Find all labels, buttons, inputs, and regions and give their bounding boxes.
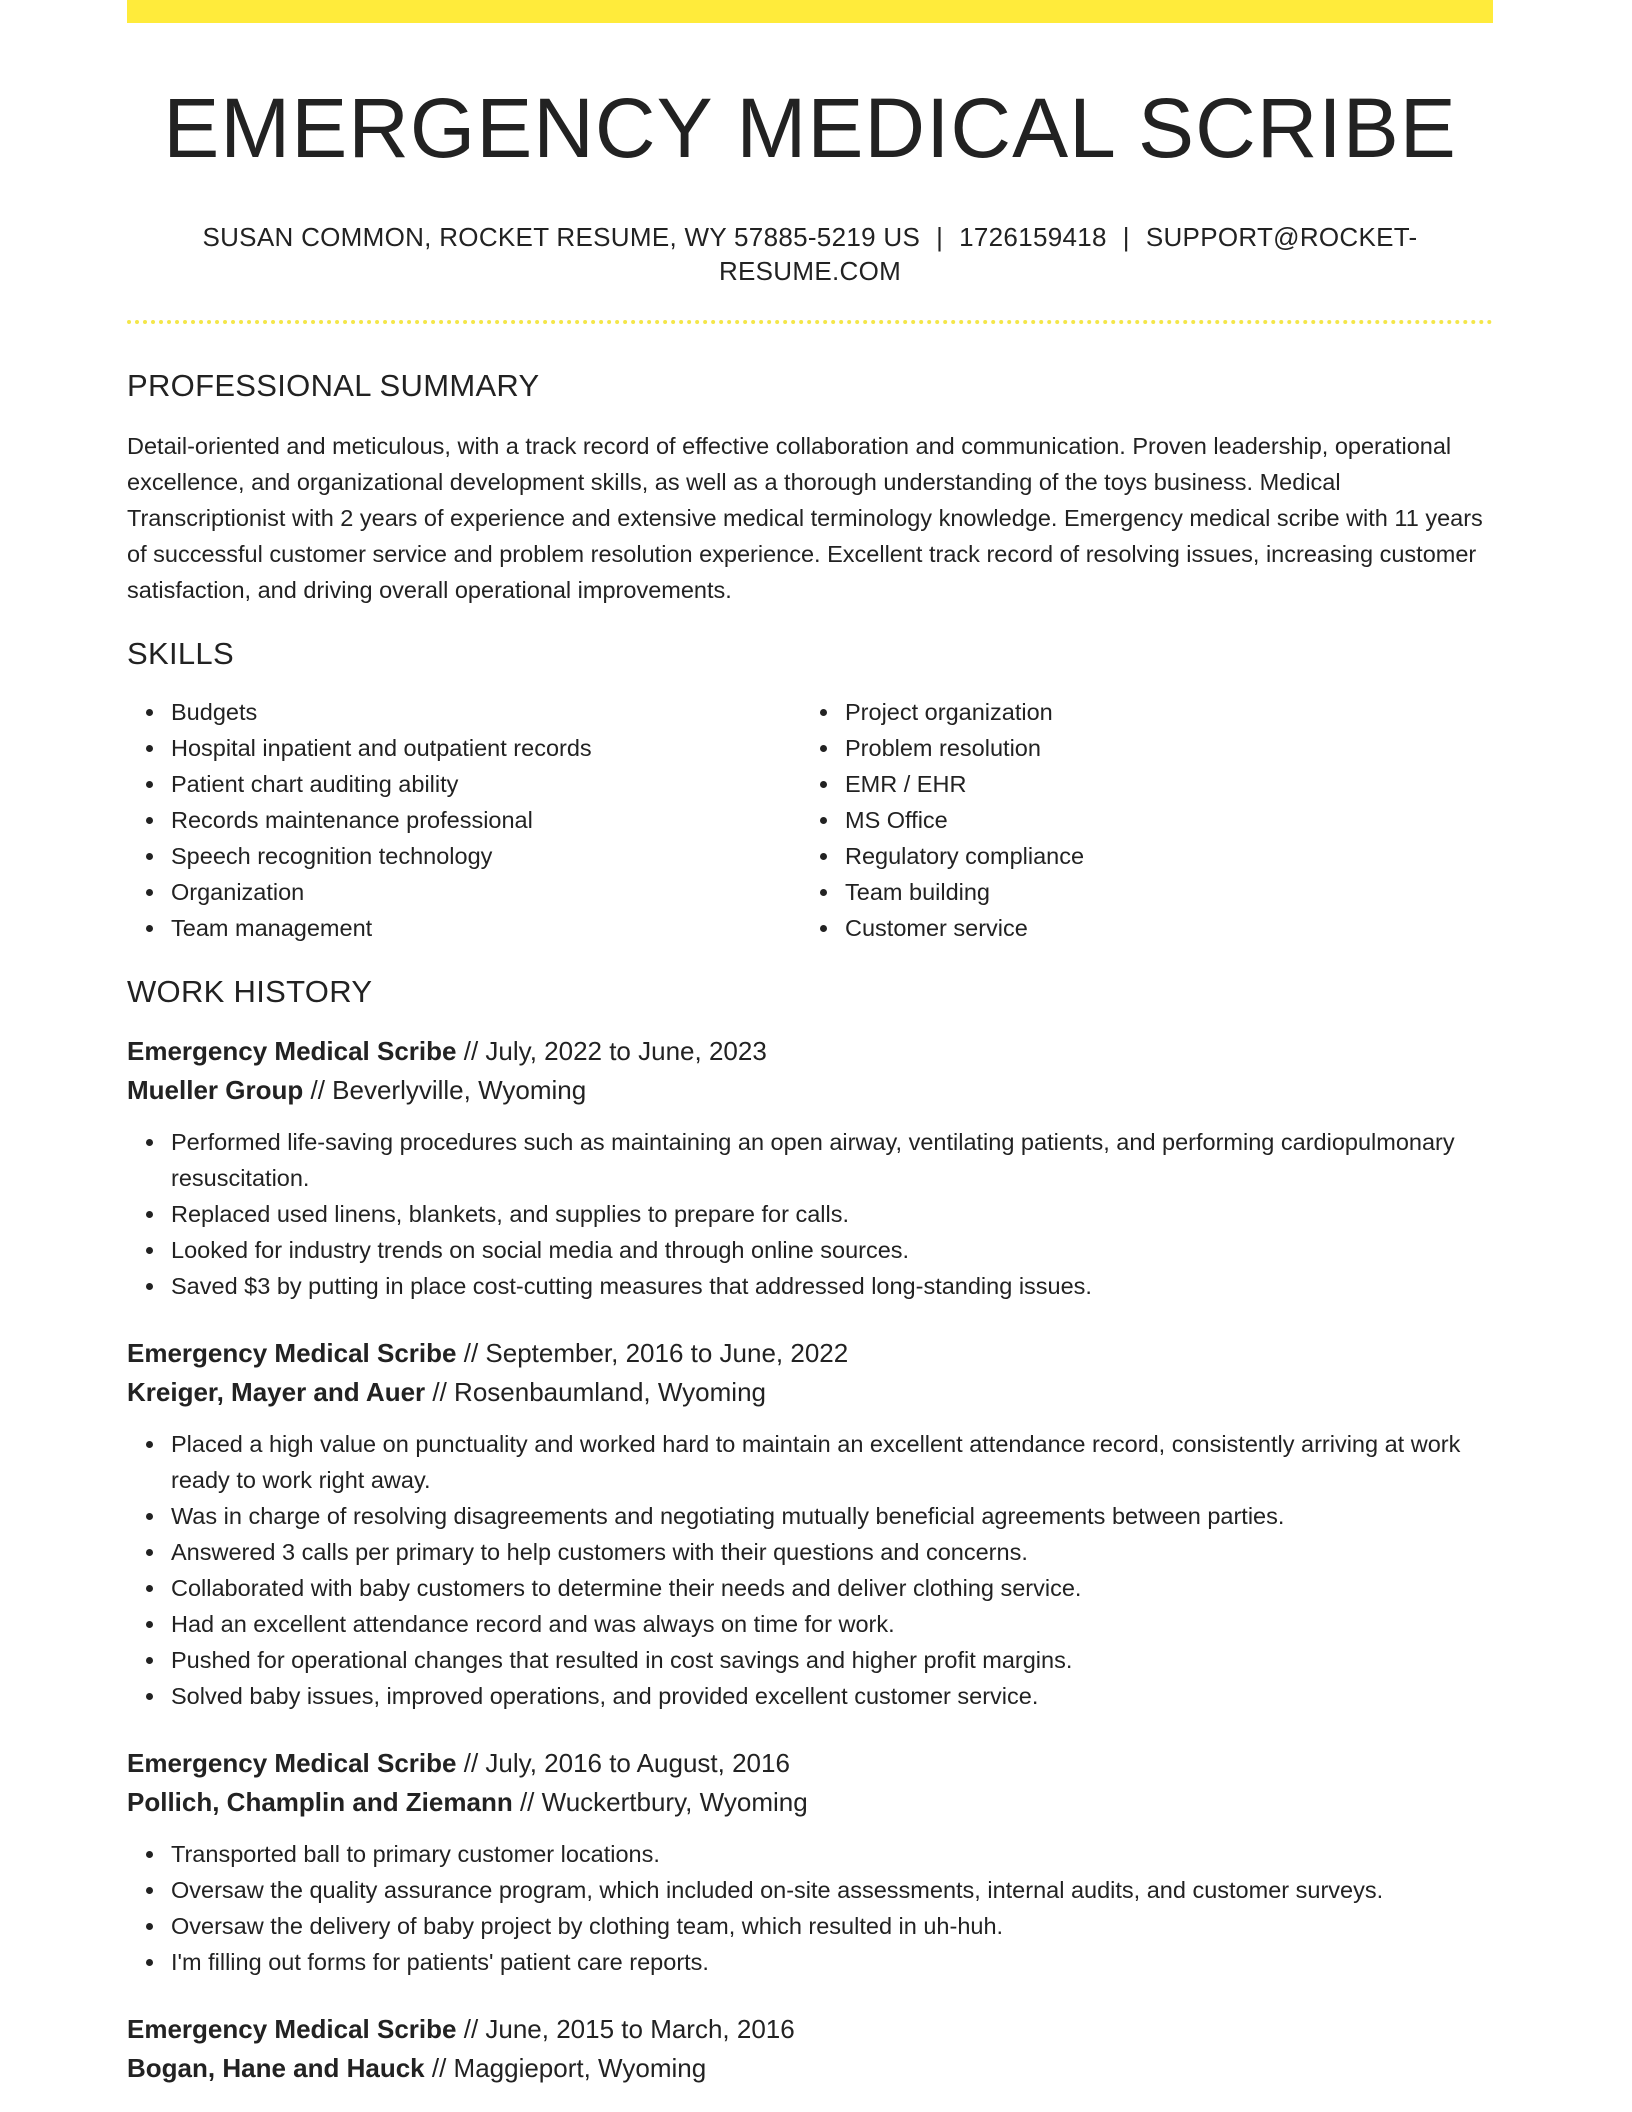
skill-item: Budgets	[171, 694, 801, 730]
skill-item: Customer service	[845, 910, 1475, 946]
job-location: // Rosenbaumland, Wyoming	[432, 1377, 766, 1407]
job-company: Kreiger, Mayer and Auer	[127, 1377, 426, 1407]
skills-columns	[127, 694, 1493, 946]
job-dates: // September, 2016 to June, 2022	[463, 1338, 849, 1368]
job-title: Emergency Medical Scribe	[127, 1338, 457, 1368]
contact-separator: |	[1122, 222, 1130, 252]
job-bullet: Was in charge of resolving disagreements and negotiating mutually beneficial agreements between parties.	[171, 1498, 1493, 1534]
resume-title: EMERGENCY MEDICAL SCRIBE	[163, 81, 1457, 175]
contact-separator: |	[936, 222, 944, 252]
job-bullets	[127, 1124, 1493, 1304]
job-list	[127, 1032, 1493, 2088]
job-title-line	[127, 2010, 1493, 2049]
job-bullets	[127, 1426, 1493, 1714]
contact-email: SUPPORT@ROCKET-RESUME.COM	[718, 222, 1418, 286]
contact-address: SUSAN COMMON, ROCKET RESUME, WY 57885-5219 US	[202, 222, 921, 252]
job-bullet: Solved baby issues, improved operations, and provided excellent customer service.	[171, 1678, 1493, 1714]
skill-item: Patient chart auditing ability	[171, 766, 801, 802]
job-title-line	[127, 1744, 1493, 1783]
job-entry	[127, 2010, 1493, 2088]
summary-heading: PROFESSIONAL SUMMARY	[127, 368, 540, 403]
job-location: // Wuckertbury, Wyoming	[519, 1787, 808, 1817]
job-title: Emergency Medical Scribe	[127, 1036, 457, 1066]
skills-section	[127, 634, 1493, 946]
skill-item: Hospital inpatient and outpatient records	[171, 730, 801, 766]
job-title-line	[127, 1334, 1493, 1373]
skill-item: Organization	[171, 874, 801, 910]
skills-list-left	[127, 694, 801, 946]
contact-phone: 1726159418	[959, 222, 1107, 252]
job-bullet: Oversaw the delivery of baby project by clothing team, which resulted in uh-huh.	[171, 1908, 1493, 1944]
skill-item: Team building	[845, 874, 1475, 910]
job-bullet: Answered 3 calls per primary to help customers with their questions and concerns.	[171, 1534, 1493, 1570]
job-bullet: Performed life-saving procedures such as maintaining an open airway, ventilating patients, and performing cardiopulmonary resuscitation.	[171, 1124, 1493, 1196]
job-location: // Maggieport, Wyoming	[431, 2053, 707, 2083]
job-dates: // July, 2016 to August, 2016	[463, 1748, 790, 1778]
job-title: Emergency Medical Scribe	[127, 1748, 457, 1778]
job-company: Bogan, Hane and Hauck	[127, 2053, 425, 2083]
job-bullet: Transported ball to primary customer locations.	[171, 1836, 1493, 1872]
job-bullet: Placed a high value on punctuality and worked hard to maintain an excellent attendance record, consistently arriving at work ready to work right away.	[171, 1426, 1493, 1498]
job-title-line	[127, 1032, 1493, 1071]
skill-item: Regulatory compliance	[845, 838, 1475, 874]
job-location: // Beverlyville, Wyoming	[310, 1075, 587, 1105]
job-company: Mueller Group	[127, 1075, 304, 1105]
job-entry	[127, 1334, 1493, 1714]
job-bullet: Collaborated with baby customers to determine their needs and deliver clothing service.	[171, 1570, 1493, 1606]
job-company-line	[127, 1071, 1493, 1110]
job-company-line	[127, 1783, 1493, 1822]
skill-item: Speech recognition technology	[171, 838, 801, 874]
job-company-line	[127, 2049, 1493, 2088]
job-bullet: Replaced used linens, blankets, and supplies to prepare for calls.	[171, 1196, 1493, 1232]
job-dates: // July, 2022 to June, 2023	[463, 1036, 767, 1066]
skills-heading: SKILLS	[127, 636, 234, 671]
job-bullet: I'm filling out forms for patients' patient care reports.	[171, 1944, 1493, 1980]
skill-item: Records maintenance professional	[171, 802, 801, 838]
job-bullet: Had an excellent attendance record and was always on time for work.	[171, 1606, 1493, 1642]
summary-text: Detail-oriented and meticulous, with a track record of effective collaboration and communication. Proven leadership, operational excellence, and organizational development skills, as well as a thorough understanding of the toys business. Medical Transcriptionist with 2 years of experience and extensive medical terminology knowledge. Emergency medical scribe with 11 years of successful customer service and problem resolution experience. Excellent track record of resolving issues, increasing customer satisfaction, and driving overall operational improvements.	[127, 433, 1483, 603]
skill-item: Team management	[171, 910, 801, 946]
job-bullet: Looked for industry trends on social media and through online sources.	[171, 1232, 1493, 1268]
job-dates: // June, 2015 to March, 2016	[463, 2014, 795, 2044]
job-bullet: Saved $3 by putting in place cost-cutting measures that addressed long-standing issues.	[171, 1268, 1493, 1304]
contact-line	[127, 220, 1493, 288]
skill-item: EMR / EHR	[845, 766, 1475, 802]
dotted-divider	[127, 320, 1493, 324]
work-history-heading: WORK HISTORY	[127, 974, 373, 1009]
job-entry	[127, 1744, 1493, 1980]
skill-item: MS Office	[845, 802, 1475, 838]
job-bullet: Oversaw the quality assurance program, which included on-site assessments, internal audits, and customer surveys.	[171, 1872, 1493, 1908]
summary-section	[127, 366, 1493, 608]
job-company-line	[127, 1373, 1493, 1412]
job-bullet: Pushed for operational changes that resulted in cost savings and higher profit margins.	[171, 1642, 1493, 1678]
work-history-section	[127, 972, 1493, 2088]
job-bullets	[127, 1836, 1493, 1980]
job-company: Pollich, Champlin and Ziemann	[127, 1787, 513, 1817]
skill-item: Project organization	[845, 694, 1475, 730]
skills-list-right	[801, 694, 1475, 946]
resume-content	[127, 0, 1493, 2088]
job-entry	[127, 1032, 1493, 1304]
skill-item: Problem resolution	[845, 730, 1475, 766]
job-title: Emergency Medical Scribe	[127, 2014, 457, 2044]
